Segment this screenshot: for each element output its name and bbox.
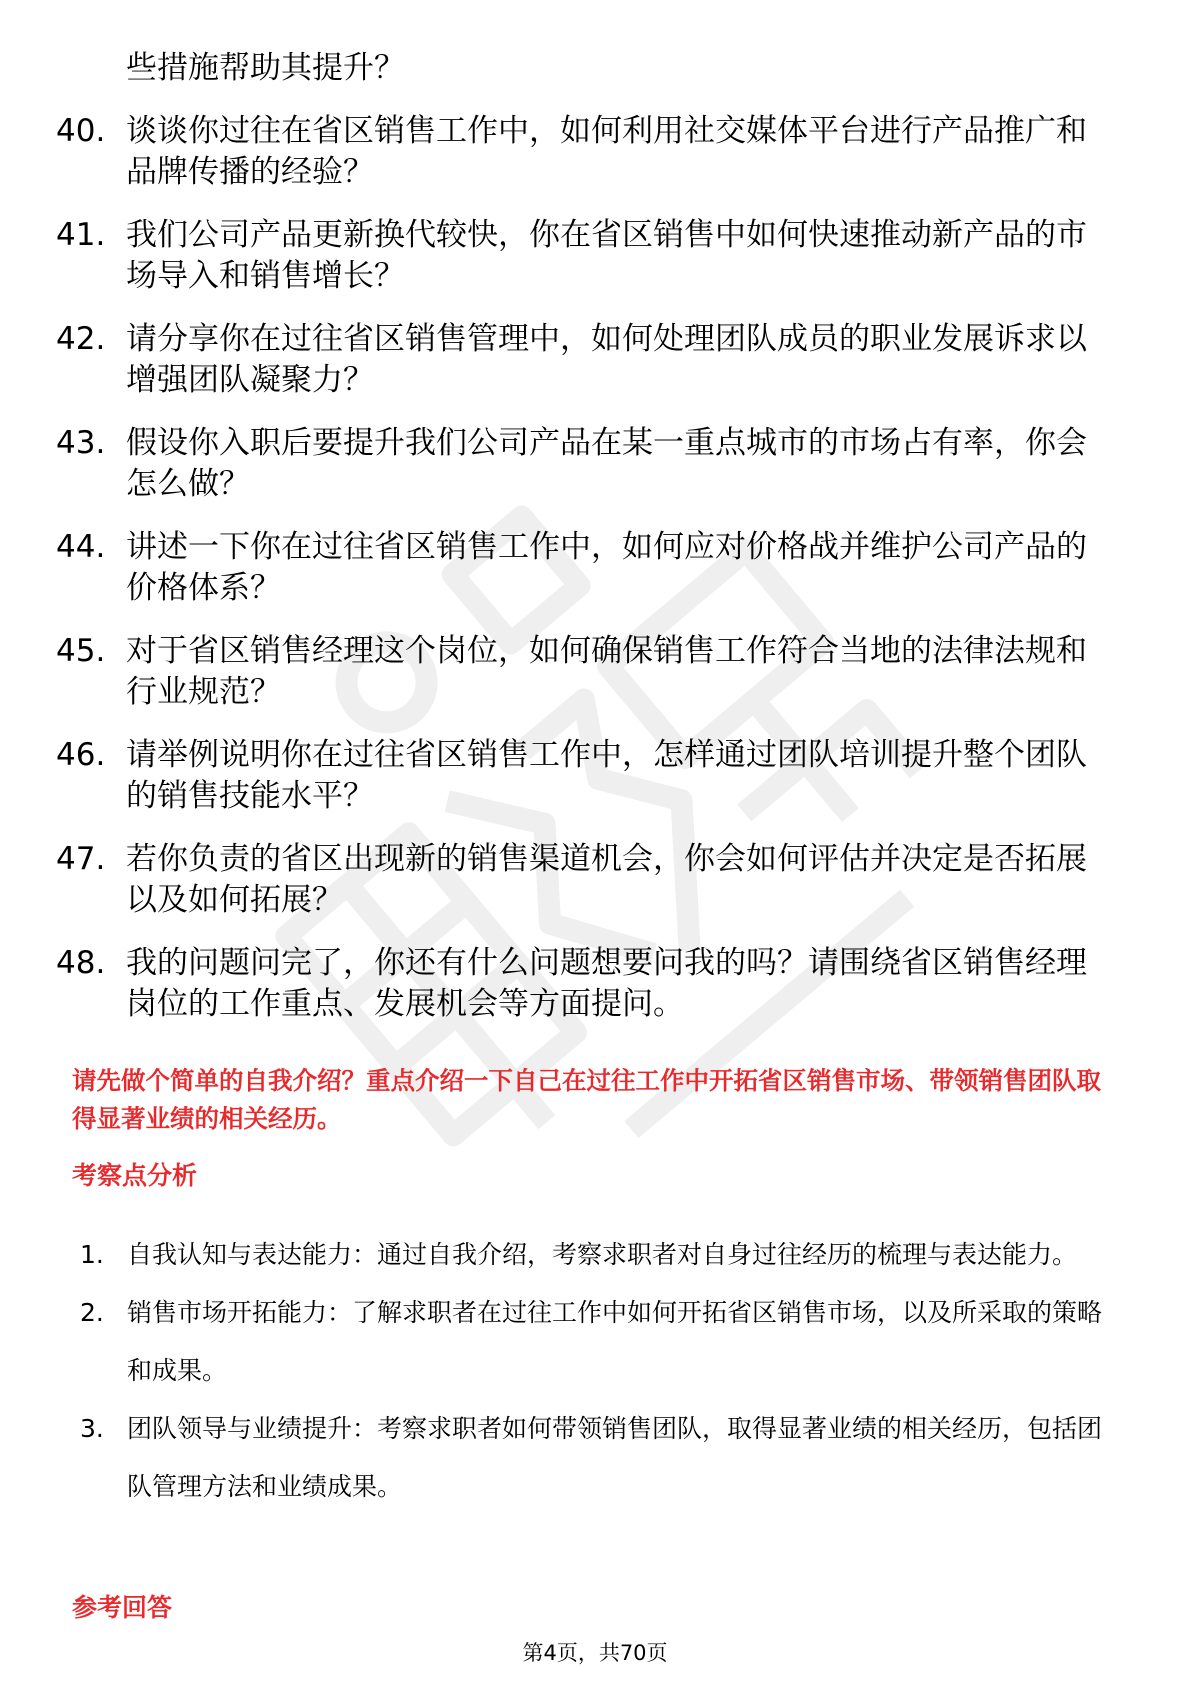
question-item <box>56 423 1116 505</box>
question-number: 40. <box>56 113 106 149</box>
analysis-title: 考察点分析 <box>72 1161 198 1190</box>
page-footer: 第4页，共70页 <box>522 1641 668 1665</box>
question-number: 44. <box>56 529 106 565</box>
question-text: 请举例说明你在过往省区销售工作中，怎样通过团队培训提升整个团队的销售技能水平？ <box>126 737 1087 814</box>
question-item <box>56 943 1116 1025</box>
question-number: 43. <box>56 425 106 461</box>
analysis-item <box>80 1400 1120 1516</box>
analysis-list <box>80 1226 1120 1516</box>
question-item <box>56 48 1116 89</box>
analysis-item <box>80 1284 1120 1400</box>
question-item <box>56 111 1116 193</box>
question-number: 48. <box>56 945 106 981</box>
question-item <box>56 839 1116 921</box>
highlight-question: 请先做个简单的自我介绍？重点介绍一下自己在过往工作中开拓省区销售市场、带领销售团队取得显著业绩的相关经历。 <box>72 1066 1101 1133</box>
question-item <box>56 735 1116 817</box>
question-text: 请分享你在过往省区销售管理中，如何处理团队成员的职业发展诉求以增强团队凝聚力？ <box>126 321 1087 398</box>
question-number: 41. <box>56 217 106 253</box>
analysis-number: 3. <box>80 1414 104 1443</box>
analysis-text: 自我认知与表达能力：通过自我介绍，考察求职者对自身过往经历的梳理与表达能力。 <box>127 1240 1078 1269</box>
analysis-text: 团队领导与业绩提升：考察求职者如何带领销售团队，取得显著业绩的相关经历，包括团队管理方法和业绩成果。 <box>127 1414 1103 1501</box>
analysis-number: 2. <box>80 1298 104 1327</box>
question-item <box>56 527 1116 609</box>
question-text: 对于省区销售经理这个岗位，如何确保销售工作符合当地的法律法规和行业规范？ <box>126 633 1087 710</box>
analysis-number: 1. <box>80 1240 104 1269</box>
question-number: 46. <box>56 737 106 773</box>
question-number <box>56 48 126 89</box>
question-number: 42. <box>56 321 106 357</box>
question-item <box>56 215 1116 297</box>
question-text: 我们公司产品更新换代较快，你在省区销售中如何快速推动新产品的市场导入和销售增长？ <box>126 217 1087 294</box>
question-text: 我的问题问完了，你还有什么问题想要问我的吗？请围绕省区销售经理岗位的工作重点、发展机会等方面提问。 <box>126 945 1087 1022</box>
answer-title: 参考回答 <box>72 1593 173 1622</box>
analysis-text: 销售市场开拓能力：了解求职者在过往工作中如何开拓省区销售市场，以及所采取的策略和成果。 <box>127 1298 1103 1385</box>
question-item <box>56 631 1116 713</box>
question-number: 45. <box>56 633 106 669</box>
question-text: 假设你入职后要提升我们公司产品在某一重点城市的市场占有率，你会怎么做？ <box>126 425 1087 502</box>
question-text: 若你负责的省区出现新的销售渠道机会，你会如何评估并决定是否拓展以及如何拓展？ <box>126 841 1087 918</box>
question-number: 47. <box>56 841 106 877</box>
question-text: 讲述一下你在过往省区销售工作中，如何应对价格战并维护公司产品的价格体系？ <box>126 529 1087 606</box>
analysis-item <box>80 1226 1120 1284</box>
question-list <box>56 48 1116 1047</box>
question-text: 谈谈你过往在省区销售工作中，如何利用社交媒体平台进行产品推广和品牌传播的经验？ <box>126 113 1087 190</box>
question-item <box>56 319 1116 401</box>
question-text: 些措施帮助其提升？ <box>126 50 405 86</box>
